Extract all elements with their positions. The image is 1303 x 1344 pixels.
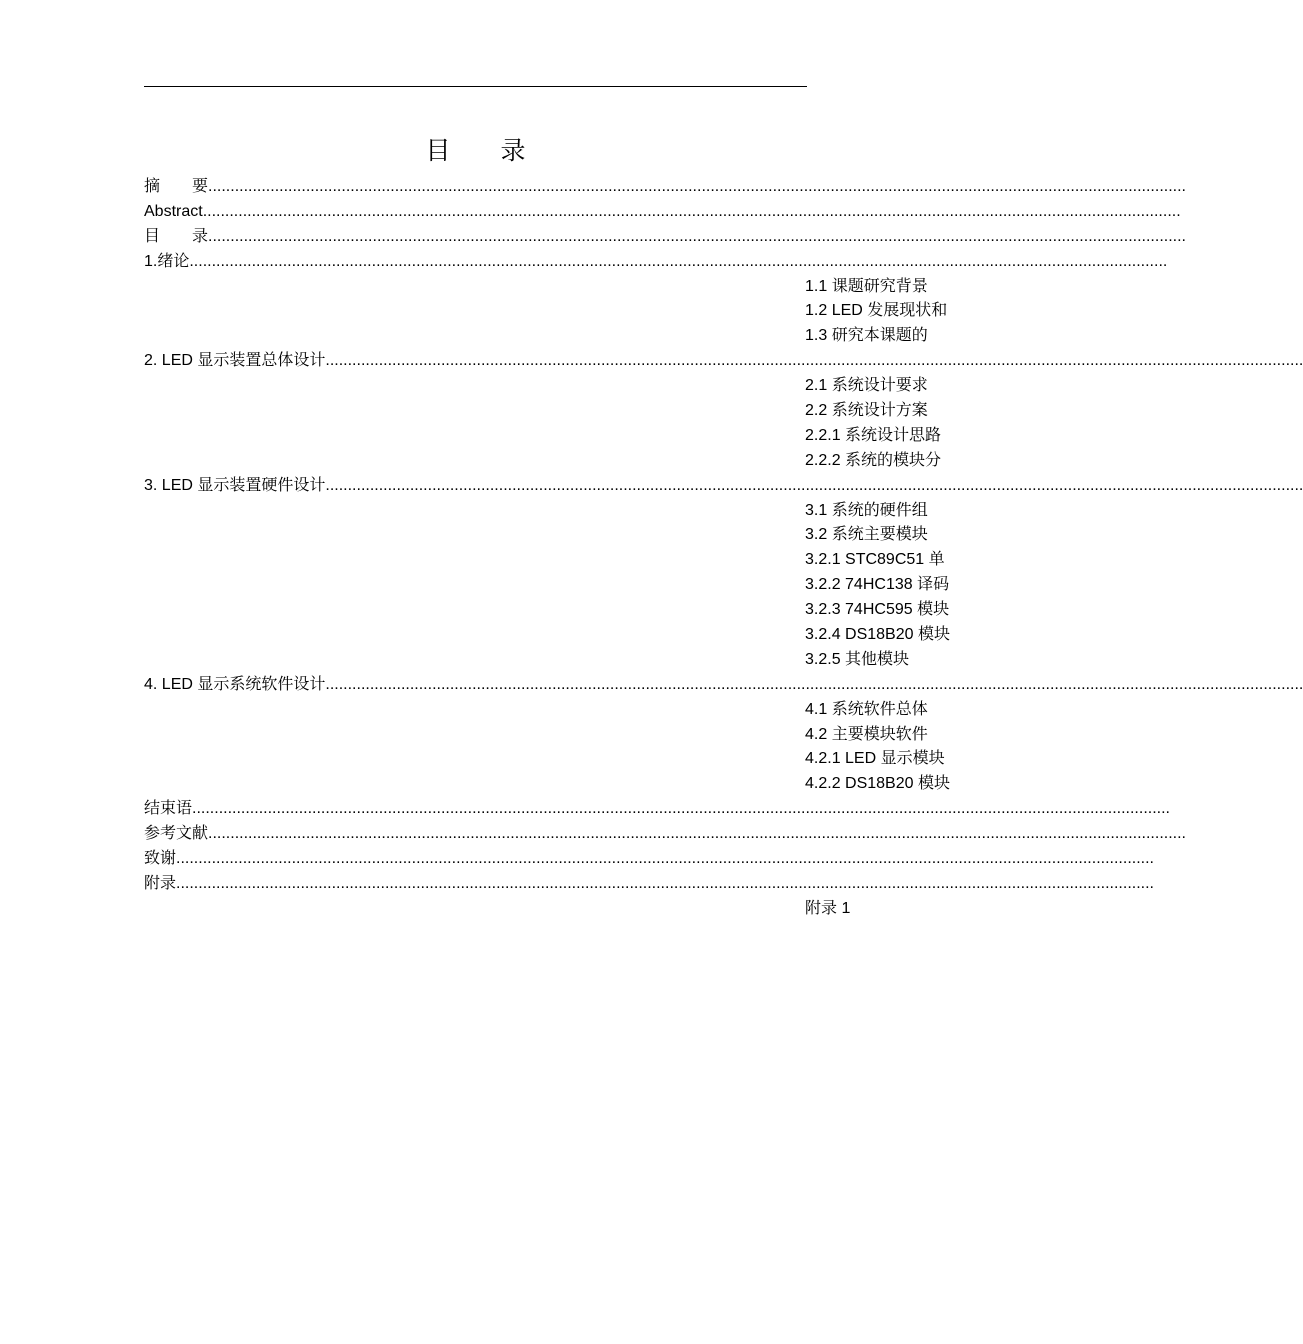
toc-entry-4-2-1: 4.2.1 LED 显示模块 — [805, 750, 945, 768]
leader-dots: ............................................................................................................................................................................................................................ — [208, 227, 1186, 245]
leader-dots: ............................................................................................................................................................................................................................ — [325, 675, 1303, 693]
toc-entry-3-2-4: 3.2.4 DS18B20 模块 — [805, 626, 950, 644]
toc-entry-1-3: 1.3 研究本课题的 — [805, 327, 928, 345]
leader-dots: ............................................................................................................................................................................................................................ — [202, 202, 1181, 220]
leader-dots: ............................................................................................................................................................................................................................ — [325, 476, 1303, 494]
leader-dots: ............................................................................................................................................................................................................................ — [208, 178, 1186, 195]
leader-dots: ............................................................................................................................................................................................................................ — [208, 825, 1186, 843]
toc-entry-2-2-2: 2.2.2 系统的模块分 — [805, 451, 942, 469]
toc-entry-chapter-4 — [144, 673, 1303, 698]
toc-entry-label: Abstract — [144, 202, 203, 220]
header-rule — [144, 86, 807, 87]
leader-dots: ............................................................................................................................................................................................................................ — [325, 352, 1303, 370]
toc-entry-1-2: 1.2 LED 发展现状和 — [805, 302, 948, 320]
toc-entry-acknowledgements — [144, 847, 1154, 872]
toc-entry-contents — [144, 225, 1186, 250]
toc-entry-chapter-3 — [144, 474, 1303, 499]
toc-entry-label: 结束语 — [144, 800, 193, 818]
toc-title: 目 录 — [425, 137, 526, 165]
toc-list — [0, 175, 1303, 922]
toc-entry-label: 摘 要 — [144, 178, 209, 195]
leader-dots: ............................................................................................................................................................................................................................ — [192, 800, 1170, 818]
toc-entry-label: 3. LED 显示装置硬件设计 — [144, 476, 326, 494]
toc-entry-label: 1.绪论 — [144, 252, 190, 270]
toc-entry-chapter-1 — [144, 250, 1168, 275]
toc-entry-3-2-3: 3.2.3 74HC595 模块 — [805, 601, 950, 619]
toc-entry-label: 4. LED 显示系统软件设计 — [144, 675, 326, 693]
toc-entry-4-2: 4.2 主要模块软件 — [805, 725, 928, 743]
toc-entry-label: 目 录 — [144, 227, 209, 245]
toc-entry-references — [144, 822, 1186, 847]
leader-dots: ............................................................................................................................................................................................................................ — [176, 874, 1154, 892]
toc-entry-label: 参考文献 — [144, 825, 209, 843]
toc-entry-2-2-1: 2.2.1 系统设计思路 — [805, 426, 942, 444]
toc-entry-2-2: 2.2 系统设计方案 — [805, 402, 928, 420]
leader-dots: ............................................................................................................................................................................................................................ — [176, 850, 1154, 868]
toc-entry-label: 致谢 — [144, 850, 177, 868]
toc-entry-3-2: 3.2 系统主要模块 — [805, 526, 928, 544]
toc-entry-appendix — [144, 872, 1154, 897]
toc-entry-2-1: 2.1 系统设计要求 — [805, 377, 928, 395]
toc-entry-abstract-cn — [144, 175, 1186, 200]
leader-dots: ............................................................................................................................................................................................................................ — [189, 252, 1168, 270]
toc-entry-4-1: 4.1 系统软件总体 — [805, 700, 928, 718]
toc-entry-3-2-5: 3.2.5 其他模块 — [805, 650, 910, 668]
toc-entry-conclusion — [144, 797, 1170, 822]
toc-entry-3-1: 3.1 系统的硬件组 — [805, 501, 928, 519]
toc-entry-4-2-2: 4.2.2 DS18B20 模块 — [805, 775, 950, 793]
toc-entry-label: 附录 — [144, 874, 177, 892]
toc-entry-appendix-1: 附录 1 — [805, 899, 851, 917]
toc-entry-chapter-2 — [144, 349, 1303, 374]
toc-entry-label: 2. LED 显示装置总体设计 — [144, 352, 326, 370]
toc-entry-3-2-2: 3.2.2 74HC138 译码 — [805, 576, 950, 594]
toc-entry-abstract-en — [144, 200, 1181, 225]
toc-entry-1-1: 1.1 课题研究背景 — [805, 277, 928, 295]
toc-entry-3-2-1: 3.2.1 STC89C51 单 — [805, 551, 945, 569]
